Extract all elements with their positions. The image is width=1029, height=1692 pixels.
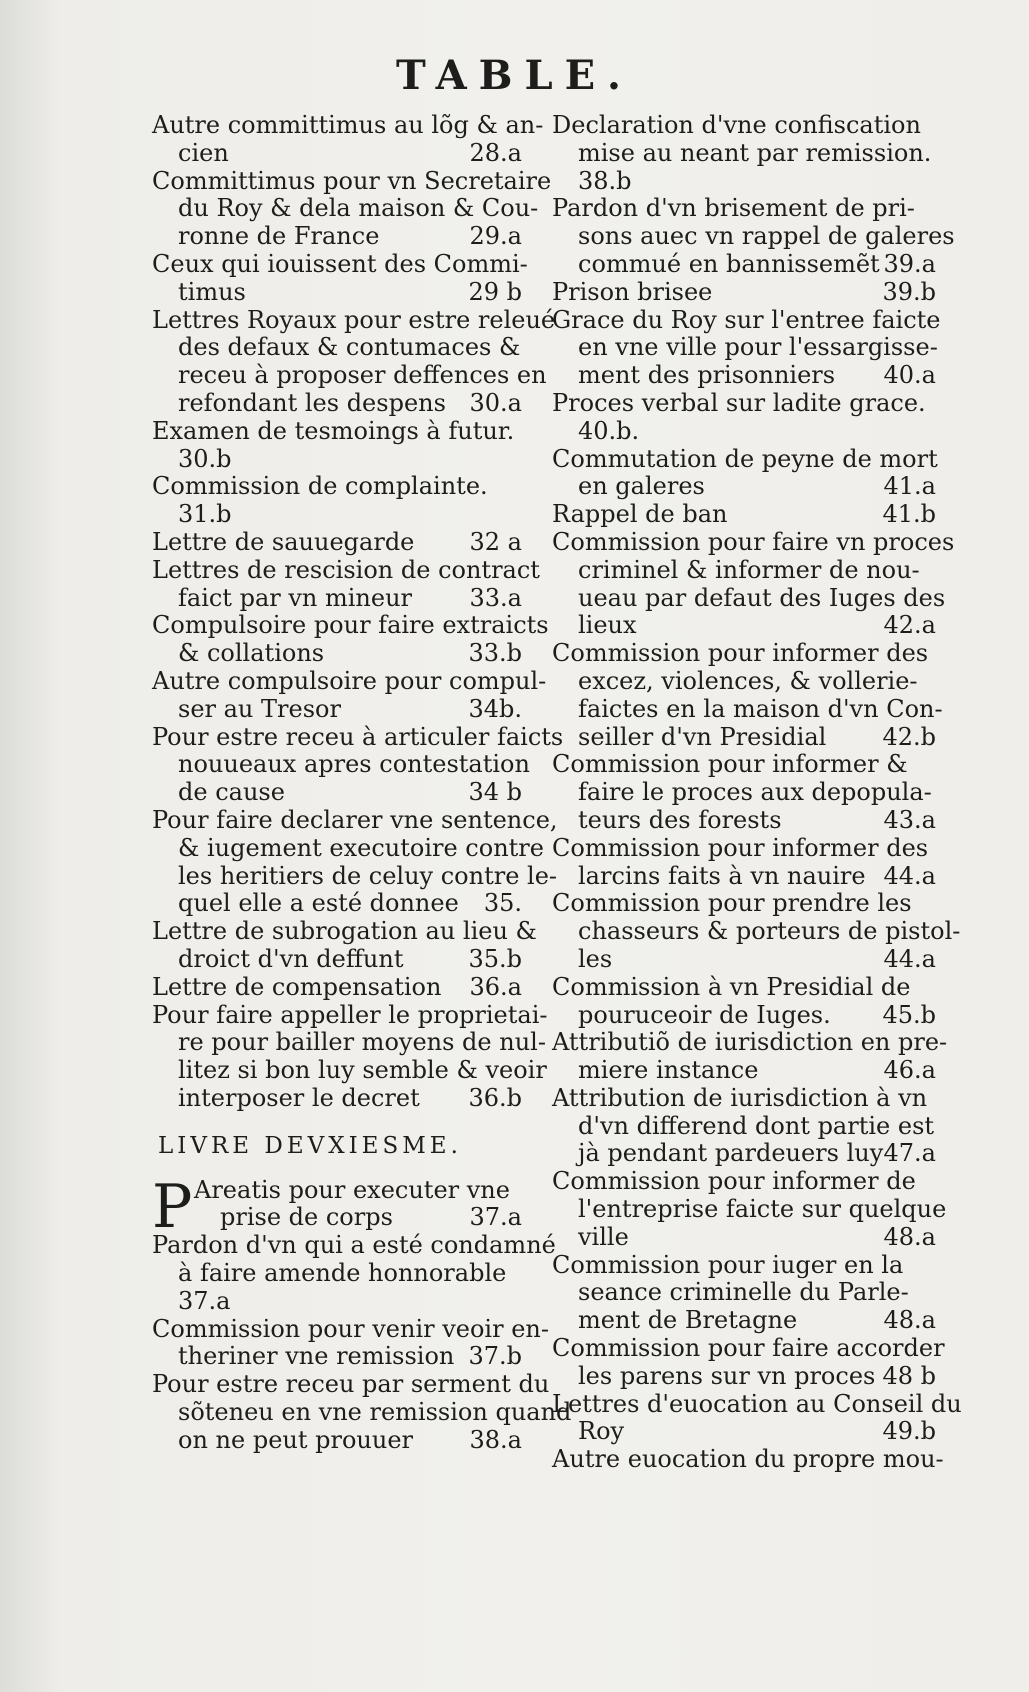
entry-line: Pardon d'vn brisement de pri- xyxy=(552,194,915,223)
page-reference: 48 b xyxy=(882,1361,936,1390)
entry-line: droict d'vn deffunt 35.b xyxy=(178,944,522,973)
entry-line: Autre euocation du propre mou- xyxy=(552,1445,944,1474)
index-entry xyxy=(152,1314,549,1372)
entry-line: Commission pour informer & xyxy=(552,750,908,779)
entry-line: prise de corps 37.a xyxy=(220,1203,522,1232)
entry-line: les heritiers de celuy contre le- xyxy=(178,861,558,890)
entry-line: Commission pour informer des xyxy=(552,639,929,668)
entry-line: lieux 42.a xyxy=(578,611,936,640)
page-reference: 35.b xyxy=(468,944,522,973)
entry-line: refondant les despens 30.a xyxy=(178,388,522,417)
drop-cap: P xyxy=(152,1171,193,1242)
entry-line: des defaux & contumaces & xyxy=(178,333,521,362)
entry-line: Lettres d'euocation au Conseil du xyxy=(552,1389,962,1418)
entry-line: d'vn differend dont partie est xyxy=(578,1111,935,1140)
index-entry xyxy=(152,305,556,418)
entry-line: les parens sur vn proces 48 b xyxy=(578,1361,936,1390)
entry-line: à faire amende honnorable xyxy=(178,1259,507,1288)
index-entry xyxy=(552,1445,944,1474)
index-entry xyxy=(552,501,936,529)
entry-line: on ne peut prouuer 38.a xyxy=(178,1425,522,1454)
entry-line: Lettre de subrogation au lieu & xyxy=(152,917,537,946)
index-entry xyxy=(552,194,955,278)
entry-line: du Roy & dela maison & Cou- xyxy=(178,194,539,223)
index-entry xyxy=(552,974,936,1030)
page-reference: 33.b xyxy=(468,639,522,668)
entry-line: Commission pour venir veoir en- xyxy=(152,1314,549,1343)
entry-line: Lettre de sauuegarde 32 a xyxy=(152,527,522,556)
index-entry xyxy=(152,974,522,1002)
left-column xyxy=(152,111,572,1455)
entry-line: ment de Bretagne 48.a xyxy=(578,1306,936,1335)
index-entry xyxy=(152,722,564,807)
entry-line: nouueaux apres contestation xyxy=(178,750,530,779)
index-entry xyxy=(552,390,936,446)
entry-line: en vne ville pour l'essargisse- xyxy=(578,333,938,362)
entry-line: Rappel de ban 41.b xyxy=(552,500,936,529)
page-reference: 36.b xyxy=(468,1083,522,1112)
entry-line: litez si bon luy semble & veoir xyxy=(178,1056,547,1085)
entry-line: Pour faire declarer vne sentence, xyxy=(152,805,558,834)
entry-line: Lettres de rescision de contract xyxy=(152,555,540,584)
entry-line: Commission à vn Presidial de xyxy=(552,972,911,1001)
entry-line: 38.b xyxy=(578,166,632,195)
entry-line: excez, violences, & vollerie- xyxy=(578,666,918,695)
page-reference: 45.b xyxy=(882,1000,936,1029)
index-entry xyxy=(152,805,558,918)
index-entry xyxy=(552,1252,936,1335)
entry-line: les 44.a xyxy=(578,944,936,973)
entry-line: Attributiõ de iurisdiction en pre- xyxy=(552,1028,948,1057)
entry-line: timus 29 b xyxy=(178,277,522,306)
entry-line: miere instance 46.a xyxy=(578,1056,936,1085)
entry-line: faictes en la maison d'vn Con- xyxy=(578,694,943,723)
page-reference: 29.a xyxy=(469,222,522,251)
entry-line: jà pendant pardeuers luy 47.a xyxy=(578,1139,936,1168)
page-reference: 39.a xyxy=(883,249,936,278)
entry-line: sons auec vn rappel de galeres xyxy=(578,222,955,251)
entry-line: 37.a xyxy=(178,1286,231,1315)
index-entry xyxy=(152,1000,548,1113)
entry-line: re pour bailler moyens de nul- xyxy=(178,1028,546,1057)
page-reference: 29 b xyxy=(468,277,522,306)
entry-line: Committimus pour vn Secretaire xyxy=(152,166,552,195)
entry-line: interposer le decret 36.b xyxy=(178,1083,522,1112)
entry-line: Autre compulsoire pour compul- xyxy=(152,666,547,695)
page-reference: 42.a xyxy=(883,611,936,640)
page-reference: 39.b xyxy=(882,277,936,306)
entry-line: Declaration d'vne confiscation xyxy=(552,111,921,139)
entry-line: ment des prisonniers 40.a xyxy=(578,361,936,390)
index-entry xyxy=(552,639,943,751)
page-reference: 30.a xyxy=(469,388,522,417)
index-entry xyxy=(152,1171,522,1242)
entry-line: Commission de complainte. xyxy=(152,472,488,501)
entry-line: ronne de France 29.a xyxy=(178,222,522,251)
entry-line: Commission pour informer des xyxy=(552,833,929,862)
right-column xyxy=(552,111,962,1474)
entry-line: 40.b. xyxy=(578,416,640,445)
index-entry xyxy=(152,418,522,474)
entry-line: Proces verbal sur ladite grace. xyxy=(552,388,926,417)
entry-line: Attribution de iurisdiction à vn xyxy=(552,1083,928,1112)
entry-line: Pour estre receu à articuler faicts xyxy=(152,722,564,751)
entry-line: & collations 33.b xyxy=(178,639,522,668)
index-entry xyxy=(152,249,528,307)
entry-line: criminel & informer de nou- xyxy=(578,555,920,584)
entry-line: Commission pour faire vn proces xyxy=(552,527,955,556)
entry-line: Commission pour iuger en la xyxy=(552,1250,904,1279)
entry-line: l'entreprise faicte sur quelque xyxy=(578,1195,947,1224)
entry-line: en galeres 41.a xyxy=(578,472,936,501)
index-entry xyxy=(152,1370,572,1454)
entry-line: Lettres Royaux pour estre releué xyxy=(152,305,556,334)
page-reference: 37.a xyxy=(469,1203,522,1232)
index-entry xyxy=(152,917,537,974)
index-entry xyxy=(552,1389,962,1447)
page-title: TABLE. xyxy=(396,52,633,99)
index-entry xyxy=(152,166,552,251)
entry-line: Pour estre receu par serment du xyxy=(152,1370,550,1399)
page-reference: 38.a xyxy=(469,1425,522,1454)
entry-line: commué en bannissemẽt 39.a xyxy=(578,249,936,278)
index-entry xyxy=(152,555,540,613)
index-entry xyxy=(552,1334,945,1391)
page-reference: 43.a xyxy=(883,805,936,834)
entry-line: Examen de tesmoings à futur. xyxy=(152,416,515,445)
entry-line: Commission pour faire accorder xyxy=(552,1334,945,1363)
entry-line: pouruceoir de Iuges. 45.b xyxy=(578,1000,936,1029)
entry-line: Areatis pour executer vne xyxy=(194,1175,510,1204)
page-reference: 46.a xyxy=(883,1056,936,1085)
entry-line: Autre committimus au lõg & an- xyxy=(152,111,544,139)
page-reference: 48.a xyxy=(883,1222,936,1251)
right-entries xyxy=(552,111,962,1474)
entry-line: Prison brisee 39.b xyxy=(552,277,936,306)
page-reference: 37.b xyxy=(468,1342,522,1371)
index-entry xyxy=(552,446,936,502)
page-reference: 36.a xyxy=(469,972,522,1001)
index-entry xyxy=(152,611,549,668)
entry-line: larcins faits à vn nauire 44.a xyxy=(578,861,936,890)
entry-line: Commission pour informer de xyxy=(552,1167,916,1196)
index-entry xyxy=(552,527,955,640)
index-entry xyxy=(552,1167,947,1251)
entry-line: Roy 49.b xyxy=(578,1417,936,1446)
page-reference: 35. xyxy=(483,889,522,918)
left-entries-part2 xyxy=(152,1171,572,1455)
entry-line: ueau par defaut des Iuges des xyxy=(578,583,946,612)
page-reference: 28.a xyxy=(469,138,522,167)
entry-line: cien 28.a xyxy=(178,138,522,167)
index-entry xyxy=(152,1231,556,1315)
index-entry xyxy=(552,835,936,891)
index-entry xyxy=(552,751,936,834)
entry-line: Commission pour prendre les xyxy=(552,889,912,918)
entry-line: Commutation de peyne de mort xyxy=(552,444,938,473)
index-entry xyxy=(152,529,522,557)
entry-line: Lettre de compensation 36.a xyxy=(152,972,522,1001)
index-entry xyxy=(552,112,936,195)
left-entries xyxy=(152,111,564,1113)
entry-line: ville 48.a xyxy=(578,1222,936,1251)
entry-line: Grace du Roy sur l'entree faicte xyxy=(552,305,941,334)
page-reference: 32 a xyxy=(469,527,522,556)
page-reference: 44.a xyxy=(883,861,936,890)
index-entry xyxy=(152,473,522,529)
page-reference: 44.a xyxy=(883,944,936,973)
entry-line: quel elle a esté donnee 35. xyxy=(178,889,522,918)
entry-line: sõteneu en vne remission quand xyxy=(178,1398,572,1427)
entry-line: chasseurs & porteurs de pistol- xyxy=(578,917,961,946)
page-reference: 34b. xyxy=(468,694,522,723)
page-reference: 33.a xyxy=(469,583,522,612)
entry-line: seance criminelle du Parle- xyxy=(578,1278,909,1307)
page-reference: 42.b xyxy=(882,722,936,751)
entry-line: Pardon d'vn qui a esté condamné xyxy=(152,1231,556,1260)
section-heading: LIVRE DEVXIESME. xyxy=(158,1132,462,1159)
index-entry xyxy=(152,666,547,724)
index-entry xyxy=(552,279,936,307)
index-entry xyxy=(552,1028,948,1085)
entry-line: 30.b xyxy=(178,444,232,473)
entry-line: mise au neant par remission. xyxy=(578,138,932,167)
entry-line: faire le proces aux depopula- xyxy=(578,778,932,807)
page-reference: 40.a xyxy=(883,361,936,390)
page-reference: 48.a xyxy=(883,1306,936,1335)
page-reference: 41.b xyxy=(882,500,936,529)
entry-line: ser au Tresor 34b. xyxy=(178,694,522,723)
entry-line: Compulsoire pour faire extraicts xyxy=(152,611,549,640)
entry-line: theriner vne remission 37.b xyxy=(178,1342,522,1371)
page-reference: 49.b xyxy=(882,1417,936,1446)
entry-line: receu à proposer deffences en xyxy=(178,361,547,390)
entry-line: 31.b xyxy=(178,500,232,529)
index-entry xyxy=(152,111,544,168)
page-reference: 41.a xyxy=(883,472,936,501)
index-entry xyxy=(552,889,961,973)
entry-line: seiller d'vn Presidial 42.b xyxy=(578,722,936,751)
entry-line: faict par vn mineur 33.a xyxy=(178,583,522,612)
entry-line: teurs des forests 43.a xyxy=(578,805,936,834)
page-reference: 47.a xyxy=(883,1139,936,1168)
index-entry xyxy=(552,305,941,390)
entry-line: & iugement executoire contre xyxy=(178,833,544,862)
entry-line: Ceux qui iouissent des Commi- xyxy=(152,249,528,278)
index-entry xyxy=(552,1085,936,1168)
entry-line: Pour faire appeller le proprietai- xyxy=(152,1000,548,1029)
page-reference: 34 b xyxy=(468,778,522,807)
entry-line: de cause 34 b xyxy=(178,778,522,807)
